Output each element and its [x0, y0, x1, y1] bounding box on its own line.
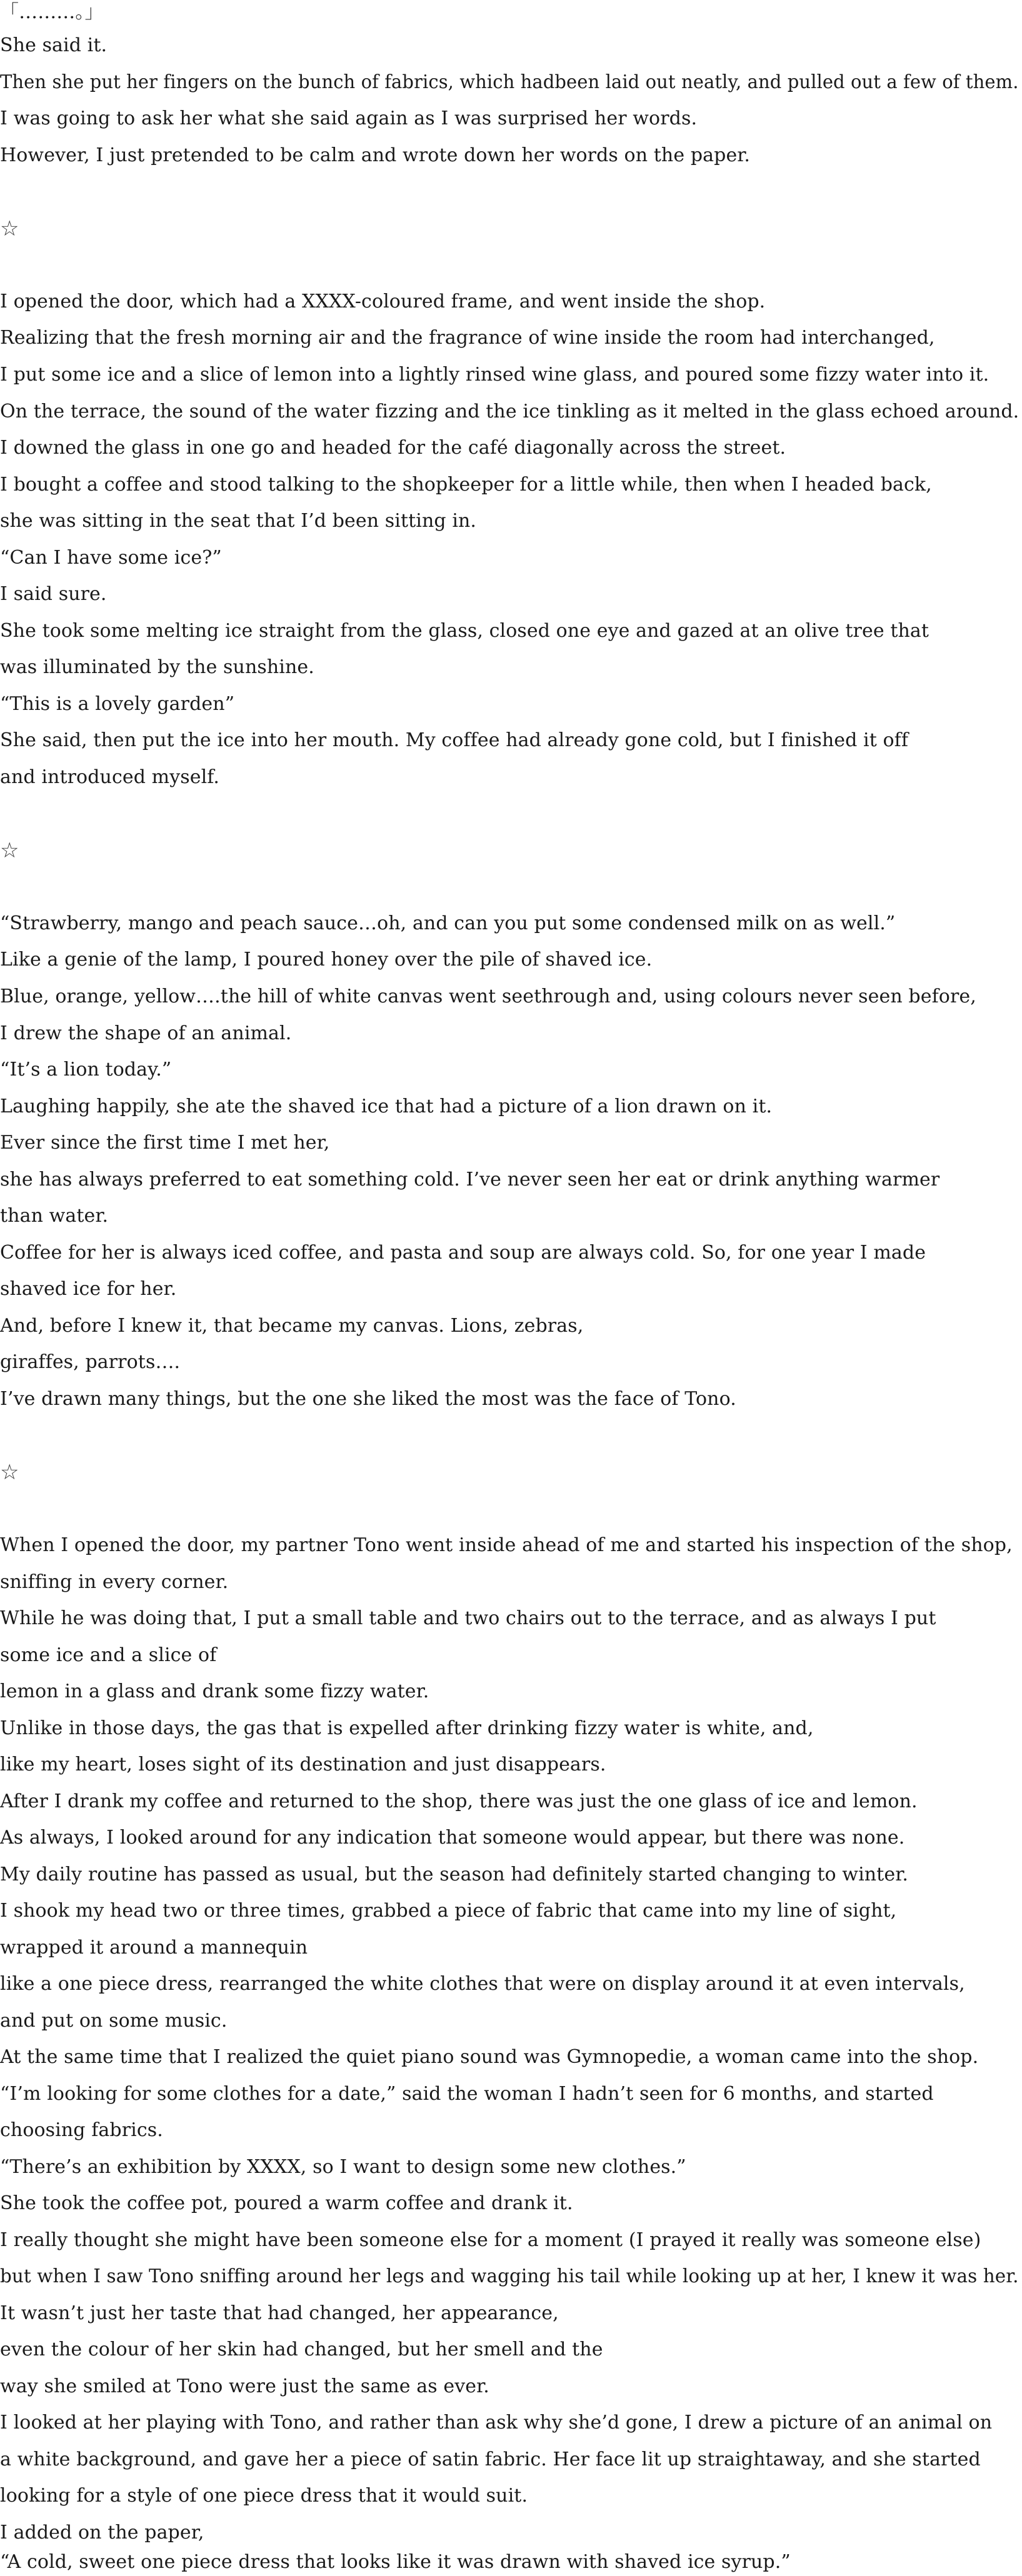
text-line: Coffee for her is always iced coffee, and pasta and soup are always cold. So, for one year I made: [0, 1242, 926, 1264]
text-line: However, I just pretended to be calm and wrote down her words on the paper.: [0, 144, 751, 166]
text-line: “There’s an exhibition by XXXX, so I want to design some new clothes.”: [0, 2156, 686, 2178]
text-line: wrapped it around a mannequin: [0, 1937, 308, 1959]
text-line: I put some ice and a slice of lemon into a lightly rinsed wine glass, and poured some fizzy water into it.: [0, 364, 989, 386]
text-line: lemon in a glass and drank some fizzy water.: [0, 1680, 429, 1702]
text-line: She took some melting ice straight from the glass, closed one eye and gazed at an olive tree that: [0, 620, 929, 642]
text-line: like my heart, loses sight of its destination and just disappears.: [0, 1754, 606, 1775]
text-line: After I drank my coffee and returned to the shop, there was just the one glass of ice and lemon.: [0, 1790, 918, 1812]
text-line: When I opened the door, my partner Tono went inside ahead of me and started his inspection of the shop,: [0, 1534, 1013, 1556]
text-line: “Strawberry, mango and peach sauce…oh, and can you put some condensed milk on as well.”: [0, 912, 896, 934]
text-line: I shook my head two or three times, grabbed a piece of fabric that came into my line of sight,: [0, 1900, 897, 1922]
text-line: On the terrace, the sound of the water fizzing and the ice tinkling as it melted in the glass echoed around.: [0, 401, 1019, 422]
text-line: a white background, and gave her a piece of satin fabric. Her face lit up straightaway, and she started: [0, 2449, 981, 2470]
text-line: “I’m looking for some clothes for a date,” said the woman I hadn’t seen for 6 months, and started: [0, 2083, 934, 2105]
text-line: was illuminated by the sunshine.: [0, 656, 314, 678]
text-line: It wasn’t just her taste that had changed, her appearance,: [0, 2302, 559, 2324]
section-divider-star-icon: ☆: [0, 1460, 19, 1485]
text-line: “A cold, sweet one piece dress that looks like it was drawn with shaved ice syrup.”: [0, 2551, 791, 2573]
text-line: Like a genie of the lamp, I poured honey over the pile of shaved ice.: [0, 949, 653, 971]
text-line: 「………。」: [0, 1, 104, 23]
text-line: She said, then put the ice into her mouth. My coffee had already gone cold, but I finished it off: [0, 729, 909, 751]
text-line: I added on the paper,: [0, 2522, 204, 2544]
text-line: And, before I knew it, that became my canvas. Lions, zebras,: [0, 1315, 584, 1337]
text-line: some ice and a slice of: [0, 1644, 217, 1666]
text-line: I was going to ask her what she said again as I was surprised her words.: [0, 107, 698, 129]
section-divider-star-icon: ☆: [0, 216, 19, 241]
text-line: Laughing happily, she ate the shaved ice that had a picture of a lion drawn on it.: [0, 1096, 773, 1117]
text-line: I really thought she might have been someone else for a moment (I prayed it really was someone else): [0, 2229, 981, 2251]
text-line: I downed the glass in one go and headed for the café diagonally across the street.: [0, 437, 786, 459]
text-line: sniffing in every corner.: [0, 1571, 229, 1593]
text-line: Then she put her fingers on the bunch of fabrics, which hadbeen laid out neatly, and pulled out a few of them.: [0, 71, 1019, 93]
text-line: even the colour of her skin had changed, but her smell and the: [0, 2339, 603, 2360]
text-line: “This is a lovely garden”: [0, 693, 235, 715]
text-line: giraffes, parrots….: [0, 1351, 181, 1373]
text-line: “Can I have some ice?”: [0, 547, 222, 569]
text-line: “It’s a lion today.”: [0, 1059, 172, 1081]
text-line: At the same time that I realized the quiet piano sound was Gymnopedie, a woman came into the shop.: [0, 2046, 979, 2068]
text-line: looking for a style of one piece dress that it would suit.: [0, 2485, 528, 2507]
text-line: she was sitting in the seat that I’d been sitting in.: [0, 510, 477, 532]
text-line: and introduced myself.: [0, 766, 220, 788]
text-line: shaved ice for her.: [0, 1278, 177, 1300]
text-line: choosing fabrics.: [0, 2119, 163, 2141]
text-line: I said sure.: [0, 583, 107, 605]
text-line: Unlike in those days, the gas that is expelled after drinking fizzy water is white, and,: [0, 1717, 814, 1739]
text-line: than water.: [0, 1205, 109, 1227]
text-line: I looked at her playing with Tono, and rather than ask why she’d gone, I drew a picture of an animal on: [0, 2412, 993, 2434]
text-line: way she smiled at Tono were just the same as ever.: [0, 2375, 489, 2397]
text-line: She took the coffee pot, poured a warm coffee and drank it.: [0, 2192, 573, 2214]
text-line: I drew the shape of an animal.: [0, 1022, 292, 1044]
text-line: and put on some music.: [0, 2010, 228, 2032]
text-line: While he was doing that, I put a small table and two chairs out to the terrace, and as always I put: [0, 1607, 936, 1629]
text-line: I’ve drawn many things, but the one she liked the most was the face of Tono.: [0, 1388, 736, 1410]
text-line: but when I saw Tono sniffing around her legs and wagging his tail while looking up at her, I knew it was her.: [0, 2265, 1019, 2287]
text-line: Realizing that the fresh morning air and the fragrance of wine inside the room had interchanged,: [0, 327, 935, 349]
text-line: like a one piece dress, rearranged the white clothes that were on display around it at even intervals,: [0, 1973, 965, 1995]
text-line: She said it.: [0, 34, 108, 56]
text-line: As always, I looked around for any indication that someone would appear, but there was none.: [0, 1827, 905, 1849]
section-divider-star-icon: ☆: [0, 838, 19, 863]
text-line: My daily routine has passed as usual, but the season had definitely started changing to winter.: [0, 1864, 908, 1885]
text-line: I opened the door, which had a XXXX-coloured frame, and went inside the shop.: [0, 291, 766, 312]
text-line: Blue, orange, yellow….the hill of white canvas went seethrough and, using colours never seen before,: [0, 986, 976, 1007]
text-line: Ever since the first time I met her,: [0, 1132, 330, 1154]
text-line: she has always preferred to eat something cold. I’ve never seen her eat or drink anything warmer: [0, 1169, 940, 1191]
text-line: I bought a coffee and stood talking to the shopkeeper for a little while, then when I headed back,: [0, 474, 932, 496]
